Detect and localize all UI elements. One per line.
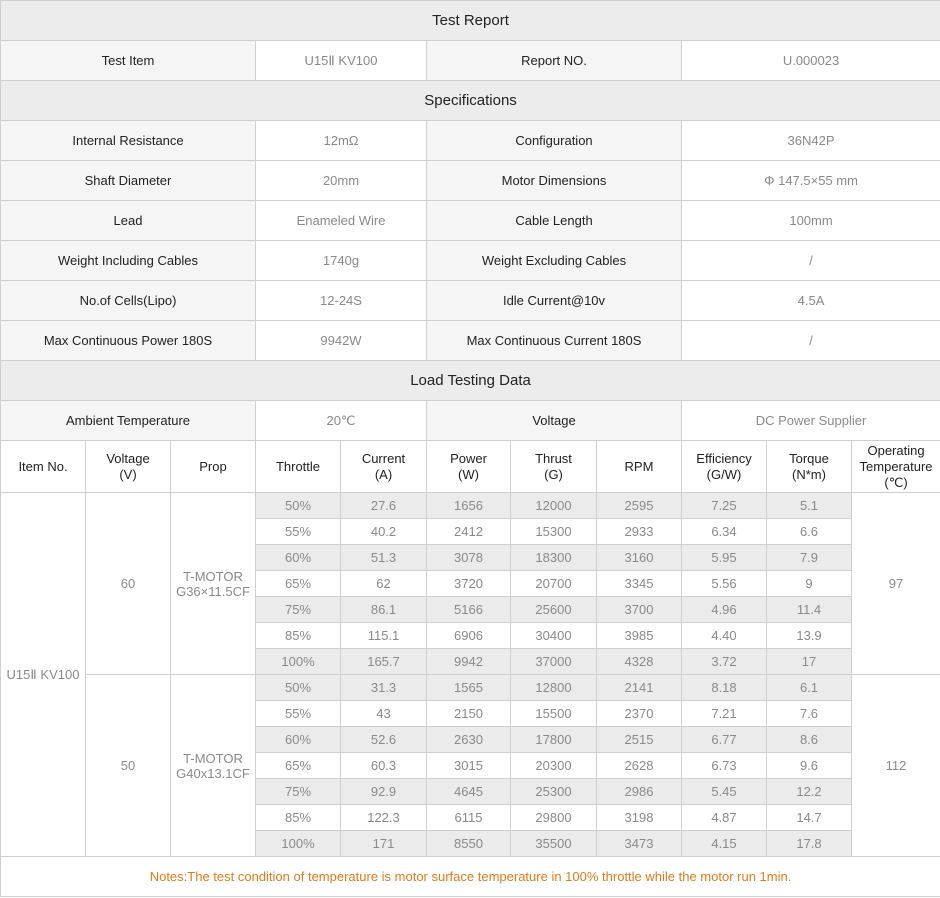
report-title: Test Report <box>1 1 940 41</box>
column-header-throttle <box>256 441 341 493</box>
data-cell-torque: 11.4 <box>767 597 852 623</box>
data-cell-rpm: 3160 <box>597 545 682 571</box>
spec-row <box>1 161 940 201</box>
spec-value: 100mm <box>682 201 940 241</box>
column-header-prop <box>171 441 256 493</box>
prop-line: G36×11.5CF <box>176 583 250 599</box>
data-cell-efficiency: 8.18 <box>682 675 767 701</box>
spec-value: Φ 147.5×55 mm <box>682 161 940 201</box>
spec-label: Motor Dimensions <box>427 161 682 201</box>
column-header-voltage <box>86 441 171 493</box>
data-cell-rpm: 4328 <box>597 649 682 675</box>
voltage-cell: 60 <box>86 493 171 675</box>
spec-label: Idle Current@10v <box>427 281 682 321</box>
data-cell-power: 6115 <box>427 805 511 831</box>
data-cell-rpm: 2370 <box>597 701 682 727</box>
data-cell-power: 4645 <box>427 779 511 805</box>
spec-value: 20mm <box>256 161 427 201</box>
spec-row <box>1 281 940 321</box>
data-cell-throttle: 50% <box>256 493 341 519</box>
data-cell-throttle: 75% <box>256 597 341 623</box>
spec-value: 9942W <box>256 321 427 361</box>
column-header-line: Operating <box>867 442 925 458</box>
data-cell-current: 40.2 <box>341 519 427 545</box>
data-cell-current: 122.3 <box>341 805 427 831</box>
column-header-line: Thrust <box>535 450 572 466</box>
operating-temperature-cell: 97 <box>852 493 940 675</box>
data-cell-efficiency: 5.56 <box>682 571 767 597</box>
data-cell-torque: 6.6 <box>767 519 852 545</box>
data-cell-rpm: 2515 <box>597 727 682 753</box>
data-cell-efficiency: 4.40 <box>682 623 767 649</box>
data-cell-throttle: 65% <box>256 571 341 597</box>
spec-label: Internal Resistance <box>1 121 256 161</box>
data-cell-power: 9942 <box>427 649 511 675</box>
data-cell-torque: 7.6 <box>767 701 852 727</box>
ambient-temperature-label: Ambient Temperature <box>1 401 256 441</box>
data-cell-torque: 12.2 <box>767 779 852 805</box>
data-cell-current: 51.3 <box>341 545 427 571</box>
column-header-line: RPM <box>624 458 654 474</box>
data-cell-power: 1565 <box>427 675 511 701</box>
column-header-operating-temperature <box>852 441 940 493</box>
data-cell-efficiency: 7.21 <box>682 701 767 727</box>
spec-label: Weight Excluding Cables <box>427 241 682 281</box>
spec-row <box>1 241 940 281</box>
prop-line: T-MOTOR <box>183 568 243 584</box>
data-cell-rpm: 2628 <box>597 753 682 779</box>
test-item-value: U15Ⅱ KV100 <box>256 41 427 81</box>
column-header-power <box>427 441 511 493</box>
column-header-line: Temperature <box>859 458 933 474</box>
data-cell-current: 52.6 <box>341 727 427 753</box>
prop-cell <box>171 675 256 857</box>
spec-value: / <box>682 321 940 361</box>
data-cell-current: 86.1 <box>341 597 427 623</box>
column-header-line: Prop <box>199 458 227 474</box>
data-cell-efficiency: 6.77 <box>682 727 767 753</box>
data-cell-rpm: 2986 <box>597 779 682 805</box>
data-cell-power: 1656 <box>427 493 511 519</box>
column-header-line: Item No. <box>18 458 68 474</box>
data-cell-throttle: 65% <box>256 753 341 779</box>
data-cell-throttle: 85% <box>256 623 341 649</box>
spec-value: 36N42P <box>682 121 940 161</box>
data-cell-rpm: 3198 <box>597 805 682 831</box>
data-cell-efficiency: 6.73 <box>682 753 767 779</box>
data-cell-efficiency: 5.95 <box>682 545 767 571</box>
data-cell-power: 3015 <box>427 753 511 779</box>
data-cell-power: 3720 <box>427 571 511 597</box>
spec-value: 1740g <box>256 241 427 281</box>
column-header-line: (W) <box>458 466 479 482</box>
spec-label: Max Continuous Current 180S <box>427 321 682 361</box>
data-cell-rpm: 3985 <box>597 623 682 649</box>
spec-label: Lead <box>1 201 256 241</box>
report-no-label: Report NO. <box>427 41 682 81</box>
data-cell-current: 31.3 <box>341 675 427 701</box>
voltage-label: Voltage <box>427 401 682 441</box>
data-cell-efficiency: 6.34 <box>682 519 767 545</box>
column-header-torque <box>767 441 852 493</box>
data-cell-throttle: 50% <box>256 675 341 701</box>
spec-value: Enameled Wire <box>256 201 427 241</box>
spec-label: Max Continuous Power 180S <box>1 321 256 361</box>
data-cell-torque: 14.7 <box>767 805 852 831</box>
data-cell-thrust: 15300 <box>511 519 597 545</box>
operating-temperature-cell: 112 <box>852 675 940 857</box>
data-cell-throttle: 60% <box>256 727 341 753</box>
column-header-line: Current <box>361 450 406 466</box>
data-cell-power: 3078 <box>427 545 511 571</box>
data-cell-power: 2150 <box>427 701 511 727</box>
data-cell-current: 115.1 <box>341 623 427 649</box>
column-header-line: (G/W) <box>706 466 742 482</box>
data-cell-thrust: 17800 <box>511 727 597 753</box>
spec-label: No.of Cells(Lipo) <box>1 281 256 321</box>
column-header-thrust <box>511 441 597 493</box>
data-cell-current: 171 <box>341 831 427 857</box>
column-header-line: (℃) <box>884 474 908 490</box>
spec-value: / <box>682 241 940 281</box>
data-cell-power: 5166 <box>427 597 511 623</box>
data-cell-current: 43 <box>341 701 427 727</box>
data-cell-rpm: 2595 <box>597 493 682 519</box>
data-cell-torque: 13.9 <box>767 623 852 649</box>
data-cell-efficiency: 4.87 <box>682 805 767 831</box>
data-cell-current: 60.3 <box>341 753 427 779</box>
data-cell-current: 92.9 <box>341 779 427 805</box>
data-cell-torque: 9.6 <box>767 753 852 779</box>
data-cell-thrust: 25300 <box>511 779 597 805</box>
data-cell-current: 27.6 <box>341 493 427 519</box>
data-cell-efficiency: 4.15 <box>682 831 767 857</box>
data-cell-efficiency: 3.72 <box>682 649 767 675</box>
data-cell-thrust: 20300 <box>511 753 597 779</box>
voltage-value: DC Power Supplier <box>682 401 940 441</box>
data-cell-thrust: 37000 <box>511 649 597 675</box>
data-cell-throttle: 60% <box>256 545 341 571</box>
data-cell-efficiency: 5.45 <box>682 779 767 805</box>
data-cell-efficiency: 7.25 <box>682 493 767 519</box>
notes-text: Notes:The test condition of temperature is motor surface temperature in 100% throttle while the motor run 1min. <box>1 857 940 897</box>
data-cell-power: 2412 <box>427 519 511 545</box>
data-cell-rpm: 2141 <box>597 675 682 701</box>
ambient-temperature-value: 20℃ <box>256 401 427 441</box>
data-cell-torque: 17.8 <box>767 831 852 857</box>
spec-row <box>1 121 940 161</box>
column-header-line: Voltage <box>106 450 150 466</box>
spec-label: Shaft Diameter <box>1 161 256 201</box>
spec-value: 4.5A <box>682 281 940 321</box>
specifications-heading: Specifications <box>1 81 940 121</box>
table-row <box>1 675 940 701</box>
spec-label: Cable Length <box>427 201 682 241</box>
data-cell-thrust: 29800 <box>511 805 597 831</box>
data-cell-throttle: 75% <box>256 779 341 805</box>
data-cell-throttle: 55% <box>256 519 341 545</box>
column-header-line: (N*m) <box>792 466 826 482</box>
data-cell-thrust: 15500 <box>511 701 597 727</box>
data-cell-throttle: 100% <box>256 831 341 857</box>
data-cell-rpm: 3345 <box>597 571 682 597</box>
data-cell-torque: 5.1 <box>767 493 852 519</box>
column-header-line: Throttle <box>275 458 321 474</box>
data-cell-rpm: 3473 <box>597 831 682 857</box>
item-no-cell: U15Ⅱ KV100 <box>1 493 86 857</box>
data-cell-torque: 7.9 <box>767 545 852 571</box>
prop-cell <box>171 493 256 675</box>
data-cell-throttle: 55% <box>256 701 341 727</box>
spec-row <box>1 201 940 241</box>
prop-line: T-MOTOR <box>183 750 243 766</box>
column-header-current <box>341 441 427 493</box>
data-cell-thrust: 30400 <box>511 623 597 649</box>
data-cell-power: 6906 <box>427 623 511 649</box>
data-cell-power: 2630 <box>427 727 511 753</box>
load-testing-heading: Load Testing Data <box>1 361 940 401</box>
table-row <box>1 493 940 519</box>
test-item-label: Test Item <box>1 41 256 81</box>
column-header-row <box>1 441 940 493</box>
data-cell-rpm: 3700 <box>597 597 682 623</box>
data-cell-thrust: 25600 <box>511 597 597 623</box>
spec-value: 12-24S <box>256 281 427 321</box>
data-cell-torque: 6.1 <box>767 675 852 701</box>
prop-line: G40x13.1CF <box>176 765 250 781</box>
data-cell-torque: 9 <box>767 571 852 597</box>
spec-value: 12mΩ <box>256 121 427 161</box>
column-header-line: Power <box>450 450 487 466</box>
voltage-cell: 50 <box>86 675 171 857</box>
column-header-rpm <box>597 441 682 493</box>
data-cell-throttle: 100% <box>256 649 341 675</box>
column-header-line: (V) <box>119 466 137 482</box>
data-cell-thrust: 35500 <box>511 831 597 857</box>
column-header-item-no <box>1 441 86 493</box>
column-header-line: (G) <box>544 466 563 482</box>
spec-label: Configuration <box>427 121 682 161</box>
spec-label: Weight Including Cables <box>1 241 256 281</box>
data-cell-thrust: 12800 <box>511 675 597 701</box>
data-cell-thrust: 12000 <box>511 493 597 519</box>
data-cell-torque: 8.6 <box>767 727 852 753</box>
column-header-efficiency <box>682 441 767 493</box>
data-cell-current: 165.7 <box>341 649 427 675</box>
data-cell-power: 8550 <box>427 831 511 857</box>
data-cell-efficiency: 4.96 <box>682 597 767 623</box>
data-cell-torque: 17 <box>767 649 852 675</box>
report-no-value: U.000023 <box>682 41 940 81</box>
column-header-line: (A) <box>374 466 393 482</box>
data-cell-rpm: 2933 <box>597 519 682 545</box>
data-cell-thrust: 20700 <box>511 571 597 597</box>
spec-row <box>1 321 940 361</box>
data-cell-thrust: 18300 <box>511 545 597 571</box>
column-header-line: Torque <box>789 450 829 466</box>
column-header-line: Efficiency <box>696 450 752 466</box>
data-cell-throttle: 85% <box>256 805 341 831</box>
data-cell-current: 62 <box>341 571 427 597</box>
